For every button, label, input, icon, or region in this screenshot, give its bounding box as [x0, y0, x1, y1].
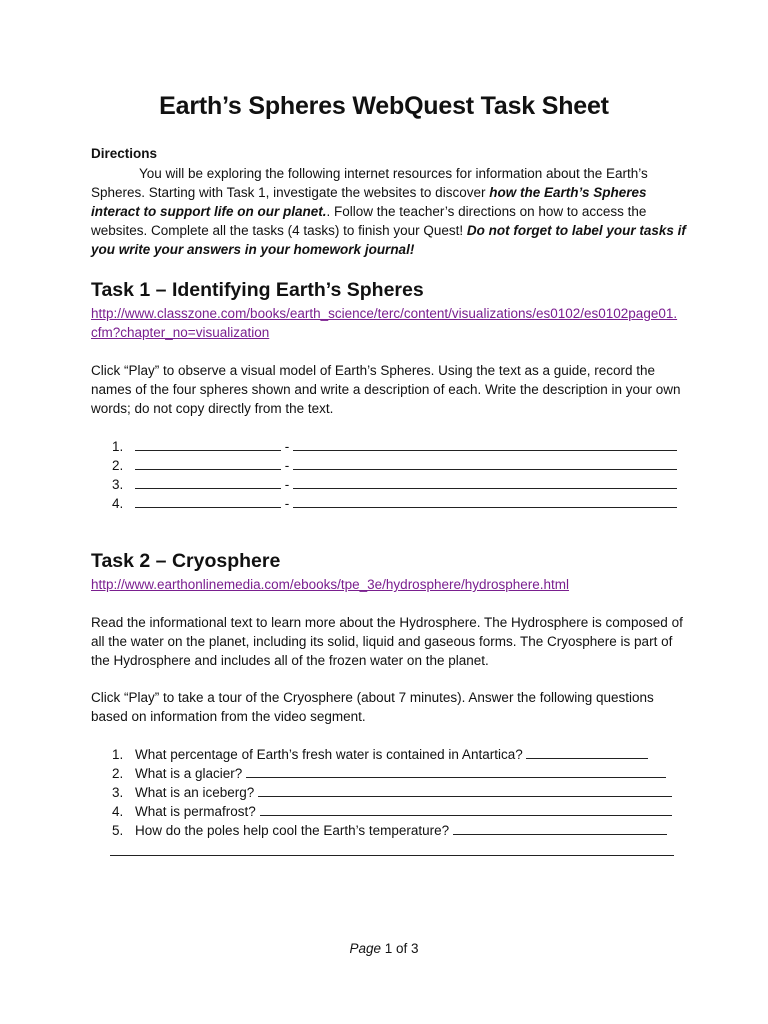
list-item: 3. What is an iceberg?	[112, 783, 682, 802]
task2-instructions: Click “Play” to take a tour of the Cryosphere (about 7 minutes). Answer the following questions based on information from the video segment.	[91, 690, 654, 724]
answer-blank[interactable]	[260, 802, 672, 816]
list-item: 2. What is a glacier?	[112, 764, 682, 783]
directions-emphasis-2: Do not forget to label your tasks if you write your answers in your homework journal!	[91, 223, 686, 257]
page-label: Page	[349, 941, 381, 956]
list-item: 5. How do the poles help cool the Earth’s temperature?	[112, 821, 682, 840]
task2-heading: Task 2 – Cryosphere	[91, 550, 281, 572]
task2-link[interactable]: http://www.earthonlinemedia.com/ebooks/tpe_3e/hydrosphere/hydrosphere.html	[91, 577, 570, 592]
task1-heading: Task 1 – Identifying Earth’s Spheres	[91, 279, 424, 301]
list-item: 4. -	[112, 494, 677, 513]
list-item: 1. -	[112, 437, 677, 456]
description-blank[interactable]	[293, 475, 677, 489]
answer-continuation-line[interactable]	[110, 855, 674, 856]
page-total: of 3	[396, 941, 419, 956]
description-blank[interactable]	[293, 456, 677, 470]
name-blank[interactable]	[135, 437, 281, 451]
name-blank[interactable]	[135, 494, 281, 508]
list-item: 2. -	[112, 456, 677, 475]
directions-emphasis-1: how the Earth’s Spheres interact to support life on our planet.	[91, 185, 647, 219]
page-footer	[0, 941, 768, 956]
task2-reading: Read the informational text to learn more about the Hydrosphere. The Hydrosphere is composed of all the water on the planet, including its solid, liquid and gaseous forms. The Cryosphere is part of the Hydrosphere and includes all of the frozen water on the planet.	[91, 615, 683, 668]
task2-question-list	[112, 745, 682, 840]
page-number: 1	[384, 941, 393, 956]
directions-text: You will be exploring the following internet resources for information about the Earth’s Spheres. Starting with Task 1, investigate the websites to discover how the Earth’s Spheres interact to support life on our planet.. Follow the teacher’s directions on how to access the websites. Complete all the tasks (4 tasks) to finish your Quest! Do not forget to label your tasks if you write your answers in your homework journal!	[91, 166, 686, 257]
answer-blank[interactable]	[246, 764, 666, 778]
task1-instructions: Click “Play” to observe a visual model of Earth’s Spheres. Using the text as a guide, record the names of the four spheres shown and write a description of each. Write the description in your own words; do not copy directly from the text.	[91, 363, 681, 416]
answer-blank[interactable]	[453, 821, 667, 835]
answer-blank[interactable]	[258, 783, 672, 797]
name-blank[interactable]	[135, 475, 281, 489]
description-blank[interactable]	[293, 494, 677, 508]
list-item: 4. What is permafrost?	[112, 802, 682, 821]
directions-heading: Directions	[91, 146, 158, 161]
task1-link[interactable]: http://www.classzone.com/books/earth_science/terc/content/visualizations/es0102/es0102page01.cfm?chapter_no=visualization	[91, 306, 678, 340]
page-title: Earth’s Spheres WebQuest Task Sheet	[159, 92, 609, 120]
name-blank[interactable]	[135, 456, 281, 470]
task1-answer-list	[112, 437, 677, 513]
description-blank[interactable]	[293, 437, 677, 451]
list-item: 3. -	[112, 475, 677, 494]
list-item: 1. What percentage of Earth’s fresh water is contained in Antartica?	[112, 745, 682, 764]
answer-blank[interactable]	[526, 745, 648, 759]
